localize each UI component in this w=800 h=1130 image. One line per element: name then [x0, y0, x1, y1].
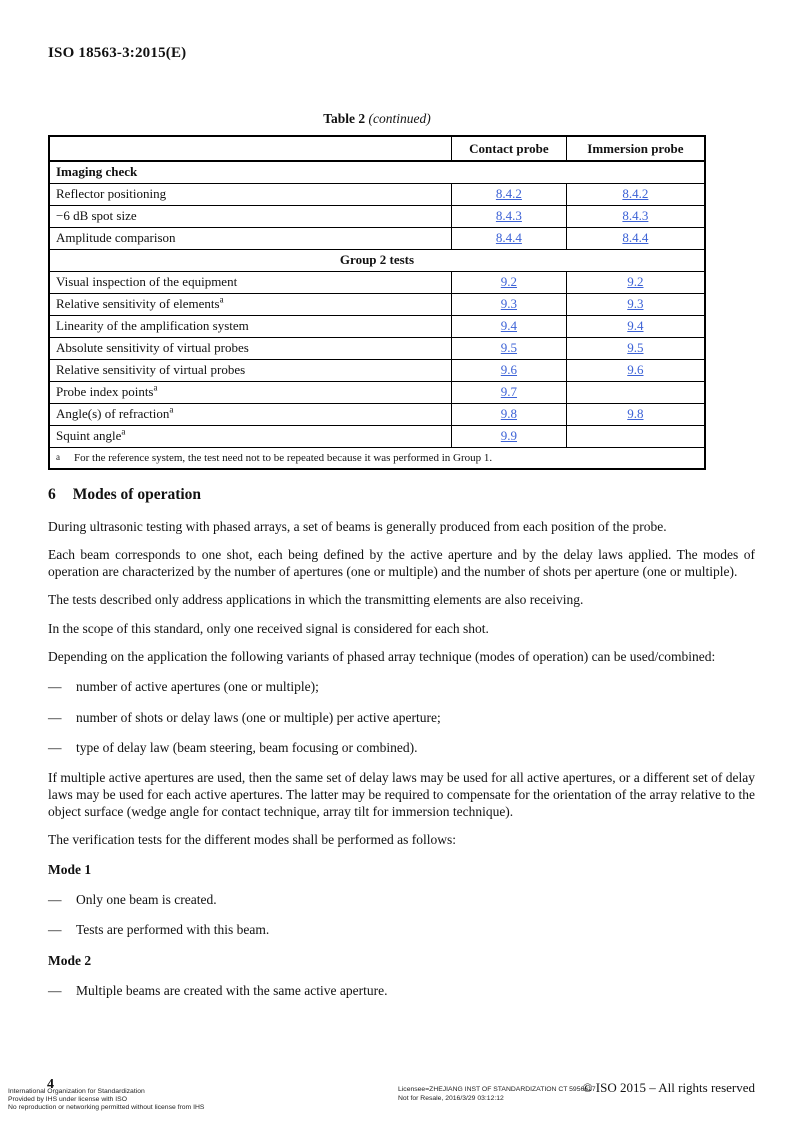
row-label: Absolute sensitivity of virtual probes: [56, 340, 249, 355]
xref-link[interactable]: 9.9: [500, 428, 518, 443]
row-label: Relative sensitivity of elements: [56, 296, 220, 311]
xref-link[interactable]: 9.8: [627, 406, 644, 421]
footer-licensee-note: [398, 1086, 596, 1103]
table-row: [49, 337, 705, 359]
paragraph: In the scope of this standard, only one received signal is considered for each shot.: [48, 620, 489, 636]
footer-provider-note: [8, 1088, 204, 1113]
table-section-row: [49, 249, 705, 271]
footer-line: Provided by IHS under license with ISO: [8, 1096, 128, 1104]
footer-line: Licensee=ZHEJIANG INST OF STANDARDIZATION CT 5956617: [398, 1086, 596, 1093]
table-caption-note: (continued): [368, 111, 431, 126]
row-label: Probe index points: [56, 384, 154, 399]
row-label: Reflector positioning: [56, 186, 167, 201]
xref-link[interactable]: 8.4.2: [495, 186, 522, 201]
table-footnote-row: [49, 447, 705, 469]
xref-link[interactable]: 9.8: [500, 406, 518, 421]
table-header-contact: Contact probe: [452, 136, 567, 161]
section-6: [48, 486, 755, 1013]
table-section-row: [49, 161, 705, 183]
xref-link[interactable]: 9.7: [500, 384, 518, 399]
xref-link[interactable]: 9.3: [627, 296, 644, 311]
footnote-text: For the reference system, the test need not to be repeated because it was performed in Group 1.: [74, 451, 493, 464]
row-label: −6 dB spot size: [56, 208, 137, 223]
row-label: Amplitude comparison: [56, 230, 176, 245]
doc-id: ISO 18563-3:2015(E): [48, 45, 187, 61]
footnote-marker: a: [56, 451, 60, 462]
table-caption-title: Table 2: [323, 111, 366, 126]
table-row: [49, 183, 705, 205]
footer-line: No reproduction or networking permitted without license from IHS: [8, 1104, 205, 1112]
table-header-immersion: Immersion probe: [566, 136, 705, 161]
table-row: [49, 381, 705, 403]
list-item-text: Only one beam is created.: [76, 892, 217, 908]
row-label: Visual inspection of the equipment: [56, 274, 238, 289]
footnote-ref: a: [169, 404, 174, 415]
table-row: [49, 403, 705, 425]
paragraph: Each beam corresponds to one shot, each being defined by the active aperture and by the delay laws applied. The modes of operation are characterized by the number of apertures (one or multiple) and the number of shots per aperture (one or multiple).: [48, 547, 755, 580]
row-label: Linearity of the amplification system: [56, 318, 249, 333]
xref-link[interactable]: 9.4: [627, 318, 644, 333]
paragraph: The tests described only address applications in which the transmitting elements are also receiving.: [48, 592, 584, 608]
list-item: [48, 983, 755, 1000]
table-row: [49, 425, 705, 447]
dash-bullet: —: [48, 922, 62, 938]
section-label: Group 2 tests: [49, 249, 705, 271]
footnote-ref: a: [121, 426, 126, 437]
list-item: [48, 710, 755, 727]
xref-link[interactable]: 9.6: [500, 362, 518, 377]
list-item-text: number of shots or delay laws (one or multiple) per active aperture;: [76, 709, 441, 725]
footnote-ref: a: [153, 382, 158, 393]
list-item-text: Tests are performed with this beam.: [76, 922, 270, 938]
list-item: [48, 679, 755, 696]
table-2: [48, 135, 706, 470]
paragraph: If multiple active apertures are used, then the same set of delay laws may be used for all active apertures, or a different set of delay laws may be used for each active apertures. The latter may be required to compensate for the orientation of the array relative to the object surface (wedge angle for contact technique, array tilt for immersion technique).: [48, 770, 755, 819]
xref-link[interactable]: 8.4.3: [495, 208, 522, 223]
paragraph: During ultrasonic testing with phased arrays, a set of beams is generally produced from each position of the probe.: [48, 519, 667, 534]
copyright-notice: © ISO 2015 – All rights reserved: [582, 1080, 755, 1095]
list-item-text: number of active apertures (one or multiple);: [76, 679, 319, 695]
table-header-row: [49, 136, 705, 161]
dash-bullet: —: [48, 679, 62, 695]
section-heading: [48, 486, 755, 504]
xref-link[interactable]: 9.6: [627, 362, 644, 377]
paragraph: Depending on the application the following variants of phased array technique (modes of operation) can be used/combined:: [48, 648, 716, 664]
list-item: [48, 922, 755, 939]
xref-link[interactable]: 8.4.2: [622, 186, 649, 201]
row-label: Angle(s) of refraction: [56, 406, 170, 421]
table-row: [49, 271, 705, 293]
table-caption: [48, 111, 706, 127]
xref-link[interactable]: 8.4.3: [622, 208, 649, 223]
table-header-empty: [49, 136, 452, 161]
footer-line: Not for Resale, 2016/3/29 03:12:12: [398, 1094, 504, 1102]
table-row: [49, 227, 705, 249]
footnote-ref: a: [219, 294, 224, 305]
table-row: [49, 315, 705, 337]
list-item: [48, 740, 755, 757]
mode-2-heading: Mode 2: [48, 952, 92, 968]
section-title: Modes of operation: [72, 486, 202, 503]
paragraph: The verification tests for the different modes shall be performed as follows:: [48, 832, 456, 848]
xref-link[interactable]: 9.3: [500, 296, 518, 311]
section-number: 6: [48, 486, 56, 503]
row-label: Relative sensitivity of virtual probes: [56, 362, 246, 377]
xref-link[interactable]: 9.2: [500, 274, 518, 289]
table-row: [49, 359, 705, 381]
xref-link[interactable]: 9.5: [627, 340, 644, 355]
list-item: [48, 892, 755, 909]
xref-link[interactable]: 9.4: [500, 318, 518, 333]
xref-link[interactable]: 9.2: [627, 274, 644, 289]
footer-line: International Organization for Standardization: [8, 1088, 145, 1095]
dash-bullet: —: [48, 892, 62, 908]
list-item-text: type of delay law (beam steering, beam focusing or combined).: [76, 739, 418, 755]
dash-bullet: —: [48, 983, 62, 999]
xref-link[interactable]: 8.4.4: [622, 230, 649, 245]
table-row: [49, 293, 705, 315]
dash-bullet: —: [48, 739, 62, 755]
list-item-text: Multiple beams are created with the same active aperture.: [76, 983, 388, 999]
row-label: Squint angle: [56, 428, 122, 443]
xref-link[interactable]: 9.5: [500, 340, 518, 355]
dash-bullet: —: [48, 709, 62, 725]
page-number: 4: [47, 1077, 54, 1092]
section-label: Imaging check: [49, 161, 705, 183]
table-row: [49, 205, 705, 227]
mode-1-heading: Mode 1: [48, 861, 92, 877]
xref-link[interactable]: 8.4.4: [495, 230, 522, 245]
